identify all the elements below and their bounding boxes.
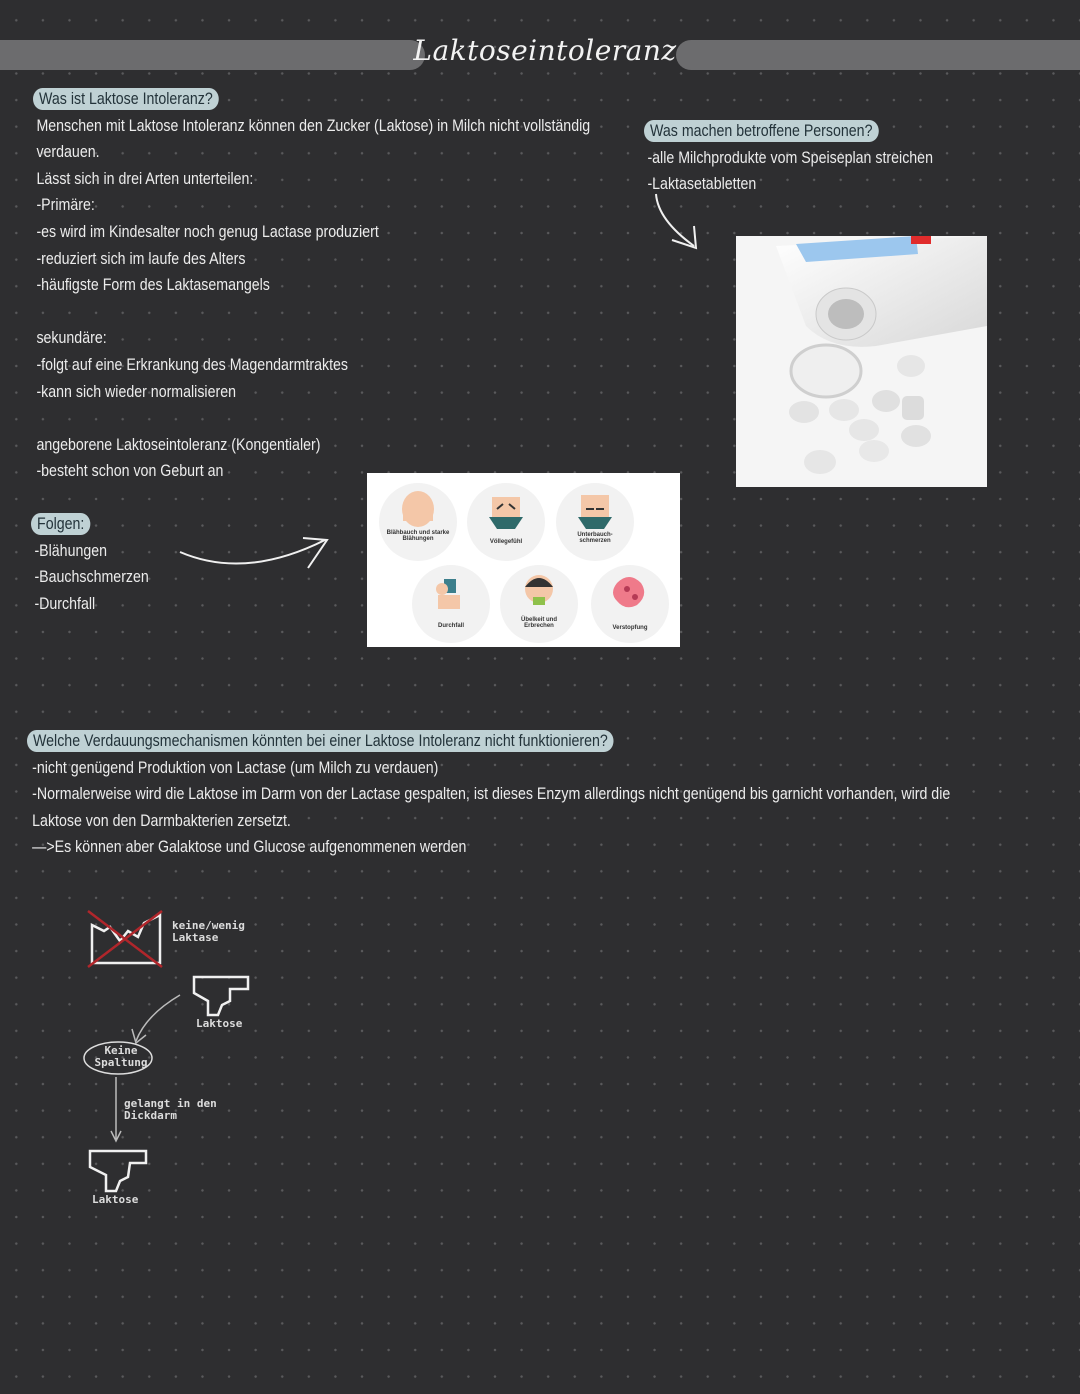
arrive-label: gelangt in den Dickdarm [124,1097,217,1122]
text-line: -Normalerweise wird die Laktose im Darm von der Lactase gespalten, ist dieses Enzym allerdings nicht genügend bis garnicht vorhanden, wird die [32,785,951,804]
folgen-item: -Blähungen [34,541,108,560]
nausea-icon [500,565,578,643]
lactose-shape-bottom [90,1151,146,1191]
text-line: -folgt auf eine Erkrankung des Magendarmtraktes [36,355,349,374]
symptom-bloating: Blähbauch und starke Blähungen [379,483,457,561]
text-line: —>Es können aber Galaktose und Glucose aufgenommenen werden [32,838,467,857]
lower-pain-icon [556,483,634,561]
text-line: -besteht schon von Geburt an [36,462,224,481]
question-what-is: Was ist Laktose Intoleranz? [33,88,219,110]
text-line: -reduziert sich im laufe des Alters [36,249,246,268]
text-line: -alle Milchprodukte vom Speiseplan streichen [647,148,933,167]
text-line: -kann sich wieder normalisieren [36,382,236,401]
toilet-icon [412,565,490,643]
title-bar-right [676,40,1080,70]
arrow-to-pills [648,190,708,254]
text-line: Lässt sich in drei Arten unterteilen: [36,169,254,188]
text-line: -es wird im Kindesalter noch genug Lactase produziert [36,222,379,241]
arrow-down-left [136,995,180,1041]
pills-bottle-icon [736,236,987,487]
text-line: -Laktasetabletten [647,175,757,194]
symptom-diarrhea: Durchfall [412,565,490,643]
constipation-icon [591,565,669,643]
symptom-lower-pain: Unterbauch-schmerzen [556,483,634,561]
section-what-to-do [644,118,933,198]
question-mechanisms: Welche Verdauungsmechanismen könnten bei einer Laktose Intoleranz nicht funktionieren? [27,730,614,752]
no-split-label: Keine Spaltung [94,1044,148,1069]
folgen-item: -Durchfall [34,594,96,613]
arrow-to-symptoms [175,530,335,580]
folgen-label: Folgen: [31,513,90,535]
text-line: Menschen mit Laktose Intoleranz können den Zucker (Laktose) in Milch nicht vollständig [36,116,591,135]
page-title: Laktoseintoleranz [413,34,677,67]
text-line: angeborene Laktoseintoleranz (Kongentialer) [36,435,321,454]
text-line: -häufigste Form des Laktasemangels [36,276,270,295]
symptoms-image [367,473,680,647]
text-line: Laktose von den Darmbakterien zersetzt. [32,811,291,830]
lactose-label-top: Laktose [196,1017,243,1030]
symptom-constipation: Verstopfung [591,565,669,643]
text-line: verdauen. [36,143,100,162]
enzyme-label: keine/wenig Laktase [172,919,245,944]
section-folgen [31,511,149,617]
title-bar-left [0,40,425,70]
lactose-shape-top [194,977,248,1015]
lactase-tablets-image [736,236,987,487]
cross-out-mark [88,911,162,967]
text-line: -nicht genügend Produktion von Lactase (um Milch zu verdauen) [32,758,439,777]
lactose-label-bottom: Laktose [92,1193,139,1206]
text-line: -Primäre: [36,196,95,215]
question-what-to-do: Was machen betroffene Personen? [644,120,878,142]
symptom-nausea: Übelkeit und Erbrechen [500,565,578,643]
symptom-fullness: Völlegefühl [467,483,545,561]
bloating-icon [379,483,457,561]
folgen-item: -Bauchschmerzen [34,568,149,587]
section-what-is [33,86,590,485]
text-line: sekundäre: [36,329,107,348]
section-mechanisms [27,728,950,861]
fullness-icon [467,483,545,561]
